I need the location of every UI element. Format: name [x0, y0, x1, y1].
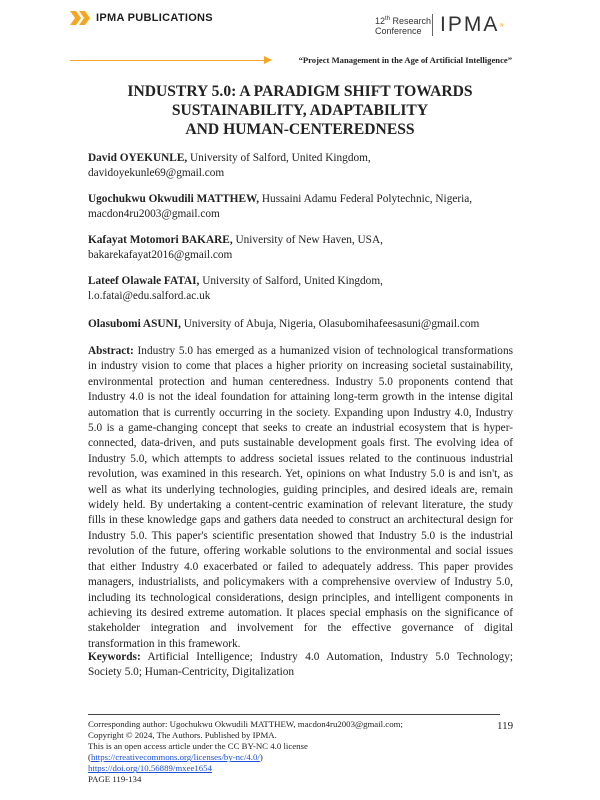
double-chevron-icon: [70, 11, 92, 25]
footer-rule: [88, 714, 500, 715]
abstract-label: Abstract:: [88, 345, 134, 357]
ipma-logo-text: IPMA: [440, 13, 500, 36]
publisher-logo: [70, 11, 213, 25]
ipma-logo: [440, 14, 504, 36]
author-email: l.o.fatai@edu.salford.ac.uk: [88, 290, 211, 302]
abstract-text: Industry 5.0 has emerged as a humanized vision of technological transformations in industry vision to come that places a higher priority on increasing societal sustainability, environmental protection and human centeredness. Industry 5.0 proponents contend that Industry 4.0 is not the ideal foundation for attaining long-term growth in the intense digital automation that is currently occurring in the society. Expanding upon Industry 4.0, Industry 5.0 is a game-changing concept that seeks to create an industrial ecosystem that is hyper-connected, data-driven, and puts sustainable development goals first. The evolving idea of Industry 5.0, which attempts to address societal issues related to the continuous industrial revolution, was examined in this research. Yet, opinions on what Industry 5.0 is and isn't, as well as what its underlying technologies, guiding principles, and desired ideals are, remain widely held. By undertaking a content-centric examination of relevant literature, the study fills in these knowledge gaps and gathers data needed to construct an architectural design for Industry 5.0. This paper's scientific presentation showed that Industry 5.0 is the industrial revolution of the future, offering workable solutions to the environmental and social issues that either Industry 4.0 exacerbated or failed to adequately address. This paper provides managers, industrialists, and policymakers with a comprehensive overview of Industry 5.0, including its technological considerations, design principles, and intelligent components in achieving its desired extreme automation. It places special emphasis on the significance of stakeholder integration and involvement for the effective governance of digital transformation in this framework.: [88, 345, 513, 650]
conference-theme: “Project Management in the Age of Artificial Intelligence”: [298, 55, 512, 65]
author-entry: [88, 233, 528, 263]
title-line: AND HUMAN-CENTEREDNESS: [185, 121, 415, 138]
author-affiliation: Hussaini Adamu Federal Polytechnic, Nigeria,: [259, 193, 473, 205]
author-name: Lateef Olawale FATAI,: [88, 275, 200, 287]
author-entry: [88, 192, 528, 222]
conference-suffix: th: [385, 16, 391, 22]
author-name: Ugochukwu Okwudili MATTHEW,: [88, 193, 260, 205]
arrow-icon: [264, 56, 272, 64]
abstract: [88, 344, 513, 652]
keywords-text: Artificial Intelligence; Industry 4.0 Automation, Industry 5.0 Technology; Society 5.0; Human-Centricity, Digitalization: [88, 651, 513, 679]
author-email: davidoyekunle69@gmail.com: [88, 167, 225, 179]
corresponding-author: Corresponding author: Ugochukwu Okwudili MATTHEW, macdon4ru2003@gmail.com;: [88, 719, 403, 729]
conference-line2: Conference: [375, 26, 422, 36]
ipma-chevron-icon: »: [499, 20, 504, 29]
keywords-label: Keywords:: [88, 651, 141, 663]
keywords: [88, 650, 513, 681]
author-name: David OYEKUNLE,: [88, 152, 188, 164]
page-number: 119: [497, 720, 514, 732]
author-name: Kafayat Motomori BAKARE,: [88, 234, 233, 246]
author-entry: [88, 274, 528, 304]
conference-label: [375, 14, 431, 36]
author-email: bakarekafayat2016@gmail.com: [88, 249, 233, 261]
doi-link[interactable]: https://doi.org/10.56889/mxee1654: [88, 763, 212, 774]
page-range: PAGE 119-134: [88, 774, 142, 785]
paper-title: [60, 82, 540, 139]
conference-number: 12: [375, 16, 386, 26]
author-entry: [88, 151, 528, 181]
footnote: Corresponding author: Ugochukwu Okwudili MATTHEW, macdon4ru2003@gmail.com; Copyright © 2024, The Authors. Published by IPMA. This is an open access article under the CC BY-NC 4.0 license (https://creativecommons.org/licenses/by-nc/4.0/) https://doi.org/10.56889/mxee1654 PAGE 119-134: [88, 719, 468, 786]
license-text: This is an open access article under the CC BY-NC 4.0 license: [88, 741, 308, 752]
logo-divider: [432, 14, 433, 36]
copyright: Copyright © 2024, The Authors. Published by IPMA.: [88, 730, 277, 741]
author-affiliation: University of Abuja, Nigeria, Olasubomihafeesasuni@gmail.com: [180, 318, 480, 330]
license-link[interactable]: https://creativecommons.org/licenses/by-nc/4.0/: [90, 752, 260, 763]
conference-line1: Research: [392, 16, 432, 26]
author-name: Olasubomi ASUNI,: [88, 318, 181, 330]
author-entry: [88, 317, 528, 332]
publisher-name: IPMA PUBLICATIONS: [96, 12, 213, 24]
author-affiliation: University of Salford, United Kingdom,: [199, 275, 383, 287]
author-email: macdon4ru2003@gmail.com: [88, 208, 220, 220]
author-affiliation: University of Salford, United Kingdom,: [187, 152, 371, 164]
header-rule: [70, 60, 266, 61]
title-line: INDUSTRY 5.0: A PARADIGM SHIFT TOWARDS: [127, 83, 473, 100]
author-affiliation: University of New Haven, USA,: [232, 234, 383, 246]
title-line: SUSTAINABILITY, ADAPTABILITY: [171, 102, 429, 119]
